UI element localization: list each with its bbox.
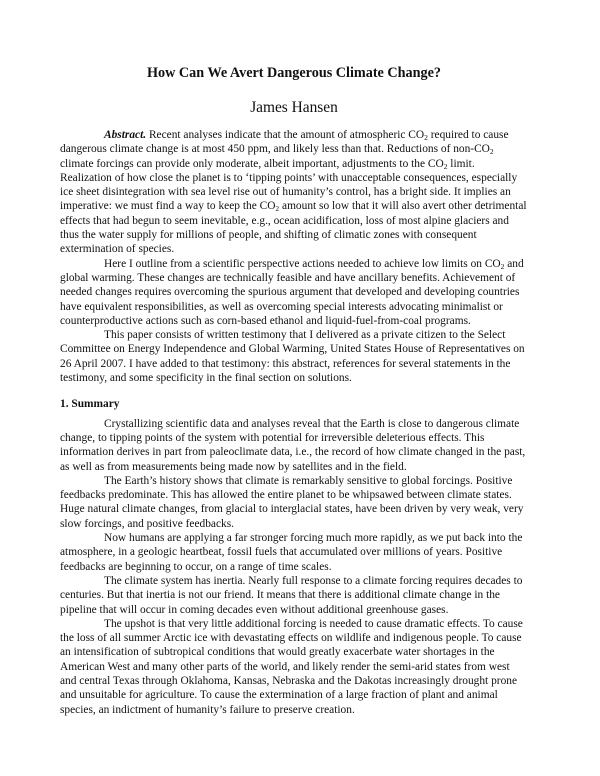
body-paragraph: Now humans are applying a far stronger forcing much more rapidly, as we put back into the atmosphere, in a geologic heartbeat, fossil fuels that accumulated over millions of years. Positive feedbacks are beginning to occur, on a range of time scales. (60, 532, 523, 573)
subscript: 2 (275, 204, 280, 214)
abstract-paragraph-1 (60, 128, 528, 257)
abstract-text: required to cause dangerous climate change is at most 450 ppm, and likely less than that. Reductions of non-CO (60, 129, 509, 156)
body-paragraph: The Earth’s history shows that climate is remarkably sensitive to global forcings. Positive feedbacks predominate. This has allowed the entire planet to be whipsawed between climate states. Huge natural climate changes, from glacial to interglacial states, have been driven by very weak, very slow forcings, and positive feedbacks. (60, 474, 524, 530)
document-page (60, 64, 528, 717)
paper-title: How Can We Avert Dangerous Climate Change? (147, 65, 441, 81)
subscript: 2 (489, 147, 494, 157)
abstract-text: and global warming. These changes are technically feasible and have ancillary benefits. Achievement of needed changes requires overcoming the spurious argument that developed and developing countries have equivalent responsibilities, as well as overcoming special interests advocating minimalist or counterproductive actions such as corn-based ethanol and liquid-fuel-from-coal programs. (60, 257, 524, 327)
subscript: 2 (424, 133, 428, 142)
section-heading: 1. Summary (60, 398, 120, 411)
subscript: 2 (500, 261, 505, 271)
subscript: 2 (443, 161, 448, 171)
abstract-text: Here I outline from a scientific perspective actions needed to achieve low limits on CO (104, 257, 501, 270)
abstract-paragraph-2 (60, 257, 528, 328)
body-paragraph: Crystallizing scientific data and analyses reveal that the Earth is close to dangerous climate change, to tipping points of the system with potential for irreversible deleterious effects. This information derives in part from paleoclimate data, i.e., the record of how climate changed in the past, as well as from measurements being made now by satellites and in the field. (60, 417, 526, 473)
body-paragraph: The upshot is that very little additional forcing is needed to cause dramatic effects. To cause the loss of all summer Arctic ice with devastating effects on wildlife and indigenous people. To cause an intensification of subtropical conditions that would greatly exacerbate water shortages in the American West and many other parts of the world, and likely render the semi-arid states from west and central Texas through Oklahoma, Kansas, Nebraska and the Dakotas increasingly drought prone and unsuitable for agriculture. To cause the extermination of a large fraction of plant and animal species, an indictment of humanity’s failure to preserve creation. (60, 617, 523, 716)
abstract-text: amount so low that it will also avert other detrimental effects that had begun to seem inevitable, e.g., ocean acidification, loss of most alpine glaciers and thus the water supply for millions of people, and shifting of climatic zones with consequent extermination of species. (60, 200, 527, 256)
body-paragraph: The climate system has inertia. Nearly full response to a climate forcing requires decades to centuries. But that inertia is not our friend. It means that there is additional climate change in the pipeline that will occur in coming decades even without additional greenhouse gases. (60, 574, 523, 616)
author-name: James Hansen (250, 99, 338, 116)
abstract-text: climate forcings can provide only moderate, albeit important, adjustments to the CO (60, 157, 444, 170)
abstract-paragraph-3: This paper consists of written testimony that I delivered as a private citizen to the Select Committee on Energy Independence and Global Warming, United States House of Representatives on 26 April 2007. I have added to that testimony: this abstract, references for several statements in the testimony, and some specificity in the final section on solutions. (60, 329, 525, 385)
abstract-text: Recent analyses indicate that the amount of atmospheric CO (146, 129, 425, 141)
abstract-label: Abstract. (104, 129, 147, 141)
abstract-text: limit. Realization of how close the planet is to ‘tipping points’ with unacceptable consequences, especially ice sheet disintegration with sea level rise out of humanity’s control, has a bright side. It implies an imperative: we must find a way to keep the CO (60, 157, 518, 213)
